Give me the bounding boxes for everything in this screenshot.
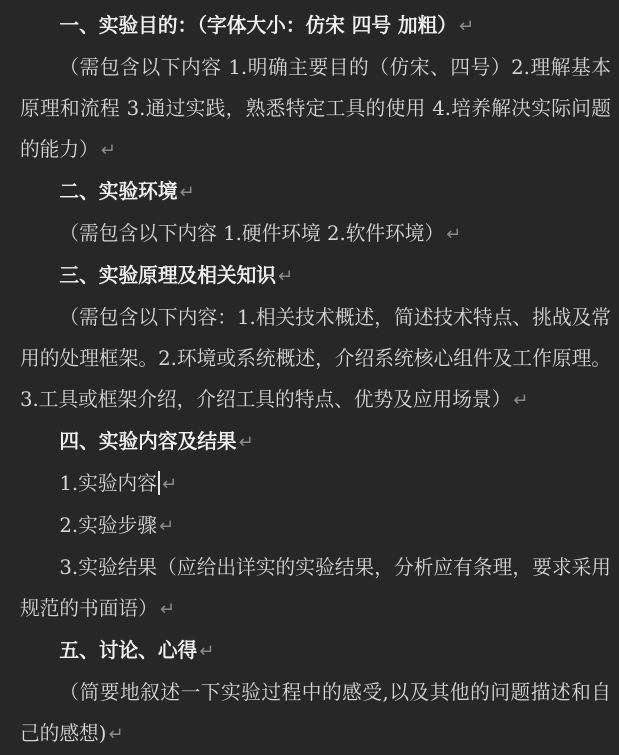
heading-text: 一、实验目的：（字体大小：仿宋 四号 加粗） (59, 14, 457, 37)
paragraph-mark-icon: ↵ (459, 16, 475, 37)
text-cursor (158, 471, 160, 495)
paragraph-mark-icon: ↵ (161, 474, 178, 495)
section-heading-principles[interactable] (20, 255, 611, 297)
paragraph-mark-icon: ↵ (238, 432, 254, 453)
paragraph-item-steps[interactable] (20, 505, 611, 547)
paragraph-discussion-notes[interactable] (20, 672, 611, 755)
section-heading-environment[interactable] (20, 171, 611, 213)
paragraph-mark-icon: ↵ (179, 182, 195, 203)
heading-text: 四、实验内容及结果 (59, 430, 237, 453)
paragraph-mark-icon: ↵ (277, 266, 294, 287)
paragraph-mark-icon: ↵ (158, 516, 175, 537)
heading-text: 五、讨论、心得 (59, 639, 198, 662)
paragraph-principles-notes[interactable] (20, 297, 611, 421)
paragraph-mark-icon: ↵ (513, 390, 529, 411)
section-heading-discussion[interactable] (20, 630, 611, 672)
section-heading-purpose[interactable] (20, 5, 611, 47)
paragraph-mark-icon: ↵ (199, 641, 215, 662)
paragraph-text: 2.实验步骤 (59, 514, 157, 537)
paragraph-text: 1.实验内容 (59, 472, 157, 495)
paragraph-mark-icon: ↵ (446, 224, 462, 245)
paragraph-text: 3.实验结果（应给出详实的实验结果，分析应有条理，要求采用规范的书面语） (20, 556, 611, 620)
paragraph-mark-icon: ↵ (159, 599, 175, 620)
paragraph-environment-notes[interactable] (20, 213, 611, 255)
paragraph-purpose-notes[interactable] (20, 47, 611, 171)
paragraph-mark-icon: ↵ (100, 140, 116, 161)
paragraph-text: （需包含以下内容 1.明确主要目的（仿宋、四号）2.理解基本原理和流程 3.通过实践，熟悉特定工具的使用 4.培养解决实际问题的能力） (20, 56, 611, 161)
paragraph-text: （简要地叙述一下实验过程中的感受,以及其他的问题描述和自己的感想) (20, 681, 611, 745)
heading-text: 三、实验原理及相关知识 (59, 264, 276, 287)
paragraph-mark-icon: ↵ (108, 724, 124, 745)
paragraph-item-content[interactable] (20, 463, 611, 505)
heading-text: 二、实验环境 (59, 180, 178, 203)
paragraph-text: （需包含以下内容 1.硬件环境 2.软件环境） (59, 222, 445, 245)
paragraph-item-results[interactable] (20, 547, 611, 630)
paragraph-text: （需包含以下内容：1.相关技术概述，简述技术特点、挑战及常用的处理框架。2.环境或系统概述，介绍系统核心组件及工作原理。3.工具或框架介绍，介绍工具的特点、优势及应用场景） (20, 306, 611, 411)
section-heading-content-results[interactable] (20, 421, 611, 463)
